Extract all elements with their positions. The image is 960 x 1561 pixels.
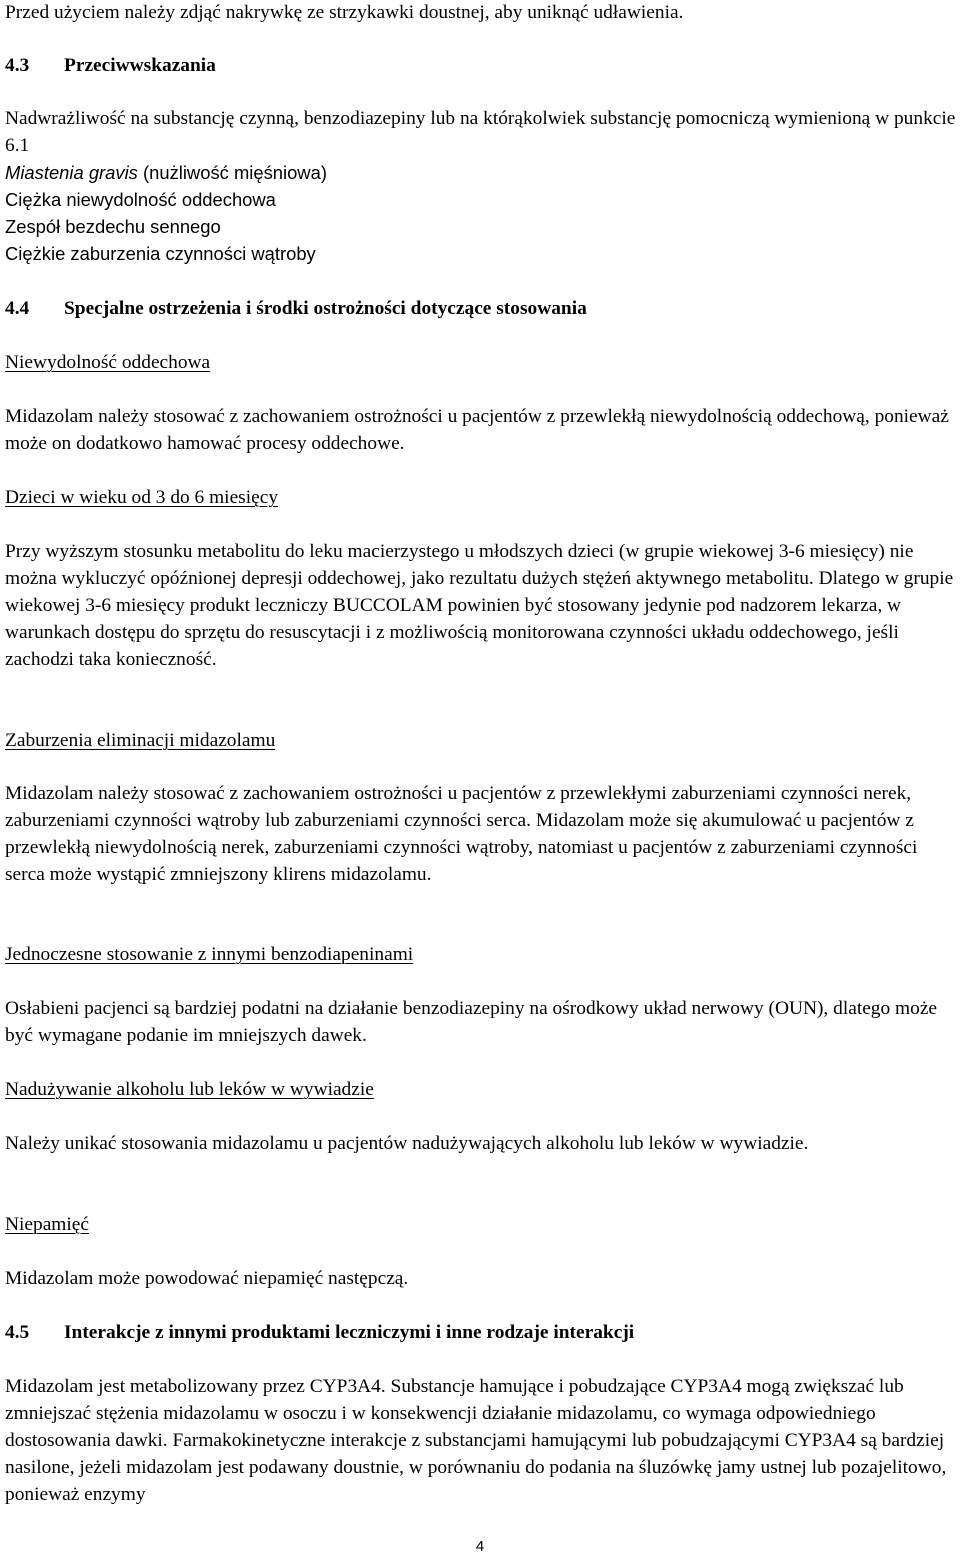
section-4-5-heading <box>5 1319 634 1346</box>
paragraph-interactions: Midazolam jest metabolizowany przez CYP3A4. Substancje hamujące i pobudzające CYP3A4 mogą zwiększać lub zmniejszać stężenia midazolamu w osoczu i w konsekwencji działanie midazolamu, co wymaga odpowiedniego dostosowania dawki. Farmakokinetyczne interakcje z substancjami hamującymi lub pobudzającymi CYP3A4 są bardziej nasilone, jeżeli midazolam jest podawany doustnie, w porównaniu do podania na śluzówkę jamy ustnej lub pozajelitowo, ponieważ enzymy <box>5 1376 947 1505</box>
section-4-4-heading <box>5 295 587 322</box>
contraindication-item: Zespół bezdechu sennego <box>5 216 221 237</box>
section-title: Interakcje z innymi produktami leczniczymi i inne rodzaje interakcji <box>64 1322 635 1343</box>
section-title: Przeciwwskazania <box>64 55 216 76</box>
subheading-benzodiazepines: Jednoczesne stosowanie z innymi benzodiapeninami <box>5 944 414 965</box>
contraindication-item <box>5 159 957 186</box>
paragraph-benzodiazepines: Osłabieni pacjenci są bardziej podatni na działanie benzodiazepiny na ośrodkowy układ nerwowy (OUN), dlatego może być wymagane podanie im mniejszych dawek. <box>5 998 938 1046</box>
contraindication-item: Ciężkie zaburzenia czynności wątroby <box>5 243 316 264</box>
page-number: 4 <box>475 1538 485 1555</box>
paragraph-amnesia: Midazolam może powodować niepamięć następczą. <box>5 1268 409 1289</box>
intro-paragraph: Przed użyciem należy zdjąć nakrywkę ze strzykawki doustnej, aby uniknąć udławienia. <box>5 2 684 23</box>
subheading-amnesia: Niepamięć <box>5 1214 89 1235</box>
paragraph-children: Przy wyższym stosunku metabolitu do leku macierzystego u młodszych dzieci (w grupie wiekowej 3-6 miesięcy) nie można wykluczyć opóźnionej depresji oddechowej, jako rezultatu dużych stężeń aktywnego metabolitu. Dlatego w grupie wiekowej 3-6 miesięcy produkt leczniczy BUCCOLAM powinien być stosowany jedynie pod nadzorem lekarza, w warunkach dostępu do sprzętu do resuscytacji i z możliwością monitorowana czynności układu oddechowego, jeśli zachodzi taka konieczność. <box>5 541 954 670</box>
paragraph-alcohol: Należy unikać stosowania midazolamu u pacjentów nadużywających alkoholu lub leków w wywiadzie. <box>5 1133 809 1154</box>
subheading-alcohol: Nadużywanie alkoholu lub leków w wywiadzie <box>5 1079 374 1100</box>
section-number: 4.4 <box>5 298 30 319</box>
item-italic: Miastenia gravis <box>5 162 138 183</box>
subheading-children: Dzieci w wieku od 3 do 6 miesięcy <box>5 487 279 508</box>
section-title: Specjalne ostrzeżenia i środki ostrożności dotyczące stosowania <box>64 298 587 319</box>
item-rest: (nużliwość mięśniowa) <box>137 162 327 183</box>
subheading-respiratory: Niewydolność oddechowa <box>5 352 211 373</box>
section-number: 4.3 <box>5 55 30 76</box>
paragraph-respiratory: Midazolam należy stosować z zachowaniem ostrożności u pacjentów z przewlekłą niewydolnością oddechową, ponieważ może on dodatkowo hamować procesy oddechowe. <box>5 406 949 454</box>
section-4-3-heading <box>5 52 216 79</box>
paragraph-elimination: Midazolam należy stosować z zachowaniem ostrożności u pacjentów z przewlekłymi zaburzeniami czynności nerek, zaburzeniami czynności wątroby lub zaburzeniami czynności serca. Midazolam może się akumulować u pacjentów z przewlekłą niewydolnością nerek, zaburzeniami czynności wątroby, natomiast u pacjentów z zaburzeniami czynności serca może wystąpić zmniejszony klirens midazolamu. <box>5 783 918 885</box>
subheading-elimination: Zaburzenia eliminacji midazolamu <box>5 730 276 751</box>
contraindication-paragraph: Nadwrażliwość na substancję czynną, benzodiazepiny lub na którąkolwiek substancję pomocniczą wymienioną w punkcie 6.1 <box>5 108 956 156</box>
section-number: 4.5 <box>5 1322 30 1343</box>
contraindications-block <box>5 105 957 267</box>
contraindication-item: Ciężka niewydolność oddechowa <box>5 189 276 210</box>
